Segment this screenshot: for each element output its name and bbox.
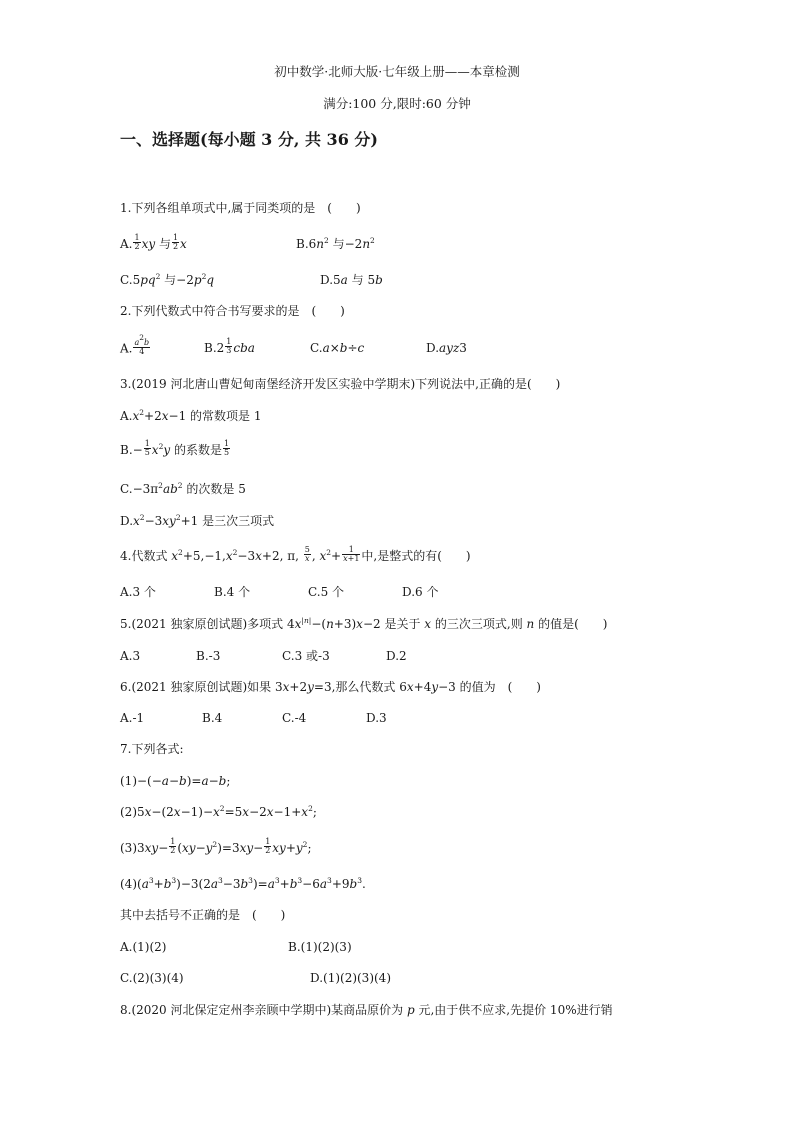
question-3-stem: 3.(2019 河北唐山曹妃甸南堡经济开发区实验中学期末)下列说法中,正确的是( ) [120,377,561,391]
question-7-option-d: D.(1)(2)(3)(4) [310,971,391,985]
question-5-option-c: C.3 或-3 [282,649,330,663]
question-3-option-b: B.− $\frac{1}{5}$ $x^2y$ 的系数是 $\frac{1}{5}$ [120,439,230,457]
question-4-option-b: B.4 个 [214,585,251,599]
question-4-option-a: A.3 个 [120,585,156,599]
question-7-option-a: A.(1)(2) [120,940,167,954]
question-1-stem: 1.下列各组单项式中,属于同类项的是 ( ) [120,201,361,215]
question-4-stem: 4.代数式 $x^2+5,-1,x^2-3x+2$, π, $\frac{5}{x}$ , $x^2+$ $\frac{1}{x+1}$ 中,是整式的有( ) [120,545,471,563]
question-1-option-b: $B.6n^2$ 与$-2n^2$ [296,236,375,251]
question-7-item-3: (3)3xy− $\frac{1}{2}$ $(xy-y^2)=3xy-$ $\frac{1}{2}$ $xy+y^2$; [120,837,312,855]
question-3-option-d: $D.x^2-3xy^2+1$ 是三次三项式 [120,513,275,528]
question-6-option-b: B.4 [202,711,223,725]
section-title: 一、选择题(每小题 3 分, 共 36 分) [120,130,378,149]
question-2-option-c: C.a×b÷c [310,341,365,355]
document-title: 初中数学·北师大版·七年级上册——本章检测 [274,64,520,79]
question-8-stem: 8.(2020 河北保定定州李亲顾中学期中)某商品原价为 p 元,由于供不应求,先提价 10%进行销 [120,1003,613,1017]
question-1-option-c: $C.5pq^2$ 与$-2p^2q$ [120,272,215,287]
question-7-item-4: $(4)(a^3+b^3)-3(2a^3-3b^3)=a^3+b^3-6a^3+9b^3$. [120,876,366,891]
question-2-stem: 2.下列代数式中符合书写要求的是 ( ) [120,304,345,318]
question-6-option-a: A.-1 [120,711,145,725]
question-1-option-a: A. $\frac{1}{2}$ xy 与 $\frac{1}{2}$ x [120,233,187,251]
question-3-option-c: $C.-3\pi^2ab^2$ 的次数是 5 [120,481,246,496]
question-5-option-d: D.2 [386,649,407,663]
question-5-stem: 5.(2021 独家原创试题)多项式 $4x^{|n|}-(n+3)x-2$ 是关于 x 的三次三项式,则 n 的值是( ) [120,616,608,631]
question-7-item-1: (1)−(−a−b)=a−b; [120,774,231,788]
document-subtitle: 满分:100 分,限时:60 分钟 [323,96,471,111]
question-4-option-c: C.5 个 [308,585,345,599]
question-3-option-a: $A.x^2+2x-1$ 的常数项是 1 [120,408,262,423]
question-4-option-d: D.6 个 [402,585,439,599]
question-1-option-d: D.5a 与 5b [320,273,383,287]
question-6-option-d: D.3 [366,711,387,725]
question-7-item-2: $(2)5x-(2x-1)-x^2=5x-2x-1+x^2$; [120,804,317,819]
question-2-option-d: D.ayz3 [426,341,467,355]
question-7-stem: 7.下列各式: [120,742,184,756]
question-5-option-a: A.3 [120,649,141,663]
question-7-option-c: C.(2)(3)(4) [120,971,184,985]
question-7-option-b: B.(1)(2)(3) [288,940,352,954]
question-5-option-b: B.-3 [196,649,221,663]
question-6-stem: 6.(2021 独家原创试题)如果 3x+2y=3,那么代数式 6x+4y−3 的值为 ( ) [120,680,541,694]
question-2-option-a: A. $\frac{a^2b}{4}$ [120,333,150,356]
question-7-conclusion: 其中去括号不正确的是 ( ) [120,908,286,922]
question-2-option-b: B.2 $\frac{1}{3}$ cba [204,337,255,355]
question-6-option-c: C.-4 [282,711,307,725]
